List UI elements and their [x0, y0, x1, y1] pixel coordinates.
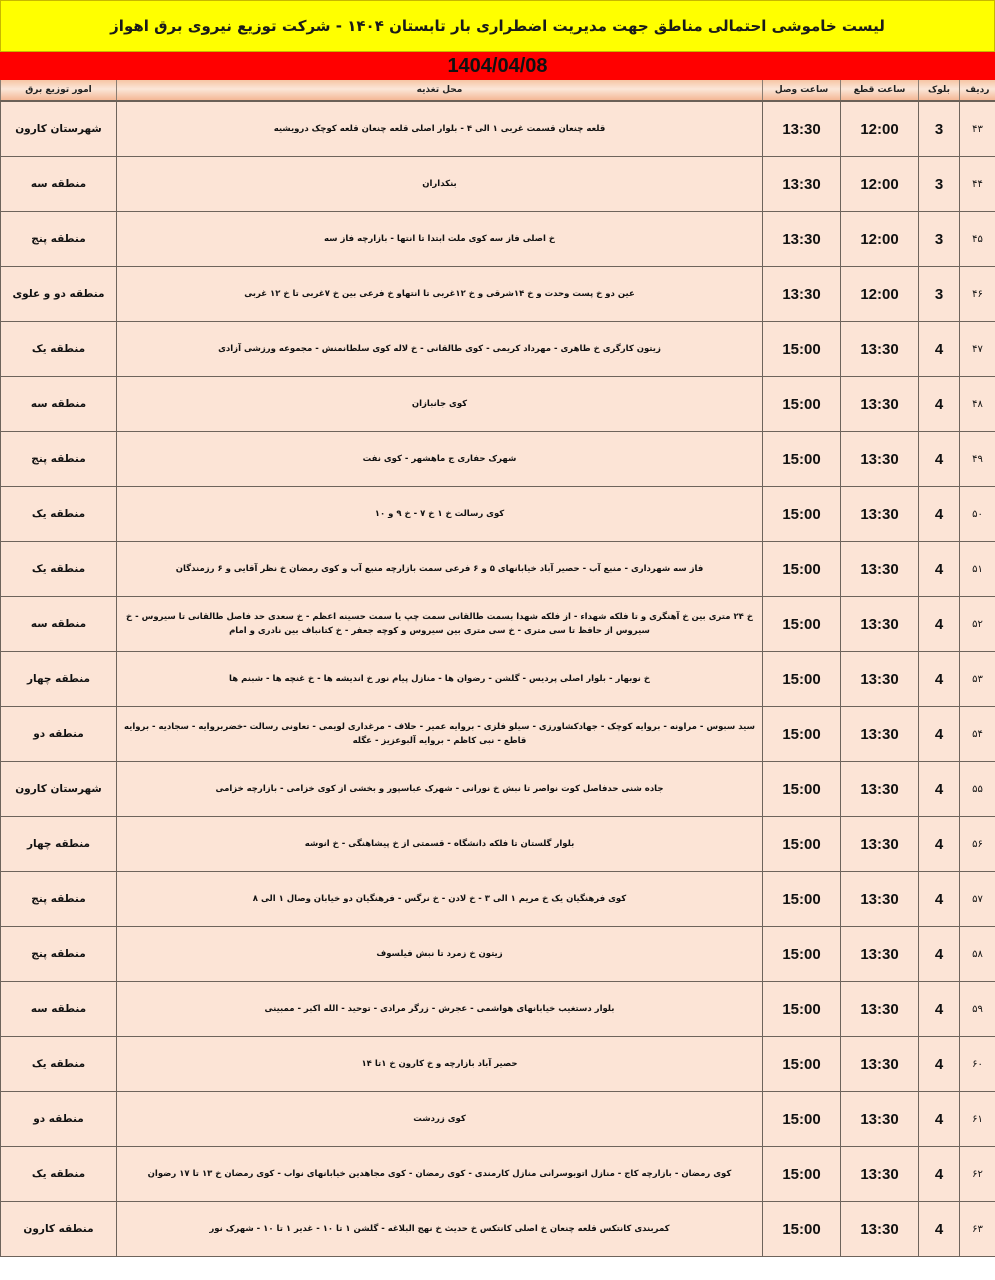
block-cell: 3 [919, 101, 960, 157]
location-cell: عین دو خ پست وحدت و خ ۱۴شرقی و خ ۱۲غربی تا انتهاو خ فرعی بین خ ۷غربی تا خ ۱۲ غربی [117, 267, 763, 322]
table-row [1, 872, 995, 927]
location-cell: قلعه چنعان قسمت غربی ۱ الی ۴ - بلوار اصلی قلعه چنعان قلعه کوچک درویشیه [117, 101, 763, 157]
date-text: 1404/04/08 [447, 54, 548, 77]
block-cell: 4 [919, 377, 960, 432]
district-cell: منطقه سه [1, 982, 117, 1037]
district-cell: منطقه دو و علوی [1, 267, 117, 322]
cut-time-cell: 13:30 [841, 377, 919, 432]
block-cell: 3 [919, 157, 960, 212]
table-row [1, 1147, 995, 1202]
cut-time-cell: 12:00 [841, 101, 919, 157]
table-row [1, 157, 995, 212]
district-cell: منطقه چهار [1, 652, 117, 707]
table-row [1, 707, 995, 762]
table-row [1, 762, 995, 817]
row-number-cell: ۴۸ [960, 377, 995, 432]
date-banner [0, 52, 995, 80]
connect-time-cell: 15:00 [763, 487, 841, 542]
connect-time-cell: 15:00 [763, 762, 841, 817]
cut-time-cell: 13:30 [841, 1147, 919, 1202]
district-cell: شهرستان کارون [1, 101, 117, 157]
connect-time-cell: 13:30 [763, 212, 841, 267]
location-cell: بلوار گلستان تا فلکه دانشگاه - قسمتی از خ پیشاهنگی - خ انوشه [117, 817, 763, 872]
location-cell: خ ۲۴ متری بین خ آهنگری و تا فلکه شهداء - از فلکه شهدا بسمت طالقانی سمت چپ یا سمت حسینه اعظم - خ سعدی حد فاصل طالقانی تا سیروس - خ سیروس از حافظ تا سی متری - خ سی متری بین سیروس و کوچه جعفر - خ کتانباف بین نادری و امام [117, 597, 763, 652]
connect-time-cell: 15:00 [763, 1202, 841, 1257]
cut-time-cell: 12:00 [841, 157, 919, 212]
column-header-district: امور توزیع برق [1, 80, 117, 101]
row-number-cell: ۴۶ [960, 267, 995, 322]
row-number-cell: ۴۳ [960, 101, 995, 157]
table-row [1, 817, 995, 872]
block-cell: 4 [919, 872, 960, 927]
table-row [1, 101, 995, 157]
location-cell: سید سبوس - مراونه - بروایه کوچک - جهادکشاورزی - سیلو فلزی - بروایه عمیر - حلاف - مرغداری لویمی - تعاونی رسالت -خضربروایه - سجادیه - بروایه قاطع - نبی کاظم - بروایه آلبوعزیز - عگله [117, 707, 763, 762]
cut-time-cell: 13:30 [841, 542, 919, 597]
table-row [1, 267, 995, 322]
district-cell: منطقه سه [1, 157, 117, 212]
row-number-cell: ۵۸ [960, 927, 995, 982]
connect-time-cell: 15:00 [763, 1092, 841, 1147]
table-row [1, 487, 995, 542]
row-number-cell: ۵۷ [960, 872, 995, 927]
block-cell: 4 [919, 652, 960, 707]
block-cell: 4 [919, 1147, 960, 1202]
block-cell: 4 [919, 707, 960, 762]
district-cell: منطقه سه [1, 597, 117, 652]
connect-time-cell: 15:00 [763, 707, 841, 762]
connect-time-cell: 13:30 [763, 101, 841, 157]
cut-time-cell: 13:30 [841, 652, 919, 707]
row-number-cell: ۵۰ [960, 487, 995, 542]
location-cell: کوی زردشت [117, 1092, 763, 1147]
cut-time-cell: 12:00 [841, 267, 919, 322]
row-number-cell: ۶۲ [960, 1147, 995, 1202]
bottom-margin [0, 1257, 995, 1263]
table-row [1, 927, 995, 982]
row-number-cell: ۵۳ [960, 652, 995, 707]
district-cell: منطقه یک [1, 1147, 117, 1202]
location-cell: کوی فرهنگیان یک خ مریم ۱ الی ۳ - خ لادن - خ نرگس - فرهنگیان دو خیابان وصال ۱ الی ۸ [117, 872, 763, 927]
block-cell: 3 [919, 212, 960, 267]
connect-time-cell: 15:00 [763, 322, 841, 377]
row-number-cell: ۶۰ [960, 1037, 995, 1092]
cut-time-cell: 13:30 [841, 322, 919, 377]
block-cell: 3 [919, 267, 960, 322]
connect-time-cell: 15:00 [763, 1037, 841, 1092]
column-header-connect-time: ساعت وصل [763, 80, 841, 101]
district-cell: منطقه پنج [1, 212, 117, 267]
row-number-cell: ۴۹ [960, 432, 995, 487]
district-cell: منطقه یک [1, 542, 117, 597]
location-cell: بلوار دستغیب خیابانهای هواشمی - عجرش - زرگر مرادی - توحید - الله اکبر - ممبینی [117, 982, 763, 1037]
row-number-cell: ۴۴ [960, 157, 995, 212]
cut-time-cell: 13:30 [841, 597, 919, 652]
connect-time-cell: 15:00 [763, 652, 841, 707]
connect-time-cell: 15:00 [763, 817, 841, 872]
connect-time-cell: 15:00 [763, 982, 841, 1037]
cut-time-cell: 13:30 [841, 982, 919, 1037]
block-cell: 4 [919, 487, 960, 542]
row-number-cell: ۵۹ [960, 982, 995, 1037]
row-number-cell: ۵۱ [960, 542, 995, 597]
table-row [1, 1037, 995, 1092]
table-row [1, 1092, 995, 1147]
connect-time-cell: 13:30 [763, 157, 841, 212]
block-cell: 4 [919, 542, 960, 597]
cut-time-cell: 13:30 [841, 487, 919, 542]
row-number-cell: ۵۴ [960, 707, 995, 762]
cut-time-cell: 13:30 [841, 707, 919, 762]
table-row [1, 377, 995, 432]
column-header-row: ردیف [960, 80, 995, 101]
location-cell: خ نوبهار - بلوار اصلی پردیس - گلشن - رضوان ها - منازل پیام نور خ اندیشه ها - خ غنچه ها - شبنم ها [117, 652, 763, 707]
district-cell: منطقه پنج [1, 872, 117, 927]
connect-time-cell: 15:00 [763, 872, 841, 927]
district-cell: منطقه یک [1, 1037, 117, 1092]
connect-time-cell: 15:00 [763, 542, 841, 597]
connect-time-cell: 15:00 [763, 927, 841, 982]
location-cell: زیتون کارگری خ طاهری - مهرداد کریمی - کوی طالقانی - خ لاله کوی سلطانمنش - مجموعه ورزشی آزادی [117, 322, 763, 377]
cut-time-cell: 13:30 [841, 1037, 919, 1092]
column-header-block: بلوک [919, 80, 960, 101]
location-cell: کوی جانبازان [117, 377, 763, 432]
cut-time-cell: 13:30 [841, 1092, 919, 1147]
district-cell: منطقه پنج [1, 432, 117, 487]
table-row [1, 597, 995, 652]
page-title-text: لیست خاموشی احتمالی مناطق جهت مدیریت اضطراری بار تابستان ۱۴۰۴ - شرکت توزیع نیروی برق اهواز [110, 17, 885, 35]
district-cell: منطقه دو [1, 1092, 117, 1147]
cut-time-cell: 13:30 [841, 1202, 919, 1257]
row-number-cell: ۴۷ [960, 322, 995, 377]
column-header-location: محل تغذیه [117, 80, 763, 101]
district-cell: شهرستان کارون [1, 762, 117, 817]
row-number-cell: ۵۵ [960, 762, 995, 817]
cut-time-cell: 12:00 [841, 212, 919, 267]
row-number-cell: ۶۳ [960, 1202, 995, 1257]
block-cell: 4 [919, 982, 960, 1037]
district-cell: منطقه پنج [1, 927, 117, 982]
location-cell: جاده شنی حدفاصل کوت نواصر تا نبش خ نورانی - شهرک عباسپور و بخشی از کوی خزامی - بازارچه خزامی [117, 762, 763, 817]
row-number-cell: ۵۶ [960, 817, 995, 872]
row-number-cell: ۴۵ [960, 212, 995, 267]
table-row [1, 542, 995, 597]
cut-time-cell: 13:30 [841, 927, 919, 982]
row-number-cell: ۵۲ [960, 597, 995, 652]
row-number-cell: ۶۱ [960, 1092, 995, 1147]
connect-time-cell: 15:00 [763, 1147, 841, 1202]
district-cell: منطقه کارون [1, 1202, 117, 1257]
cut-time-cell: 13:30 [841, 817, 919, 872]
location-cell: حصیر آباد بازارچه و خ کارون خ ۱تا ۱۴ [117, 1037, 763, 1092]
location-cell: کوی رسالت خ ۱ خ ۷ - خ ۹ و ۱۰ [117, 487, 763, 542]
table-header-row [1, 80, 995, 101]
column-header-cut-time: ساعت قطع [841, 80, 919, 101]
connect-time-cell: 15:00 [763, 597, 841, 652]
location-cell: شهرک حفاری ج ماهشهر - کوی نفت [117, 432, 763, 487]
table-row [1, 212, 995, 267]
block-cell: 4 [919, 432, 960, 487]
block-cell: 4 [919, 817, 960, 872]
location-cell: خ اصلی فاز سه کوی ملت ابتدا تا انتها - بازارچه فاز سه [117, 212, 763, 267]
location-cell: زیتون خ زمرد تا نبش فیلسوف [117, 927, 763, 982]
location-cell: کوی رمضان - بازارچه کاج - منازل اتوبوسرانی منازل کارمندی - کوی رمضان - کوی مجاهدین خیابانهای نواب - کوی رمضان خ ۱۳ تا ۱۷ رضوان [117, 1147, 763, 1202]
district-cell: منطقه یک [1, 322, 117, 377]
location-cell: بنکداران [117, 157, 763, 212]
block-cell: 4 [919, 1092, 960, 1147]
district-cell: منطقه دو [1, 707, 117, 762]
location-cell: فاز سه شهرداری - منبع آب - حصیر آباد خیابانهای ۵ و ۶ فرعی سمت بازارچه منبع آب و کوی رمضان خ نظر آقایی و ۶ رزمندگان [117, 542, 763, 597]
cut-time-cell: 13:30 [841, 872, 919, 927]
connect-time-cell: 15:00 [763, 377, 841, 432]
table-row [1, 652, 995, 707]
block-cell: 4 [919, 1037, 960, 1092]
connect-time-cell: 15:00 [763, 432, 841, 487]
table-row [1, 982, 995, 1037]
outage-table [0, 80, 995, 1257]
table-row [1, 322, 995, 377]
district-cell: منطقه چهار [1, 817, 117, 872]
table-body [1, 101, 995, 1257]
block-cell: 4 [919, 597, 960, 652]
block-cell: 4 [919, 927, 960, 982]
table-row [1, 432, 995, 487]
block-cell: 4 [919, 762, 960, 817]
page-title [0, 0, 995, 52]
cut-time-cell: 13:30 [841, 762, 919, 817]
cut-time-cell: 13:30 [841, 432, 919, 487]
block-cell: 4 [919, 1202, 960, 1257]
district-cell: منطقه سه [1, 377, 117, 432]
location-cell: کمربندی کانتکس قلعه چنعان خ اصلی کانتکس خ حدیث خ نهج البلاغه - گلشن ۱ تا ۱۰ - غدیر ۱ تا ۱۰ - شهرک نور [117, 1202, 763, 1257]
connect-time-cell: 13:30 [763, 267, 841, 322]
district-cell: منطقه یک [1, 487, 117, 542]
table-row [1, 1202, 995, 1257]
block-cell: 4 [919, 322, 960, 377]
